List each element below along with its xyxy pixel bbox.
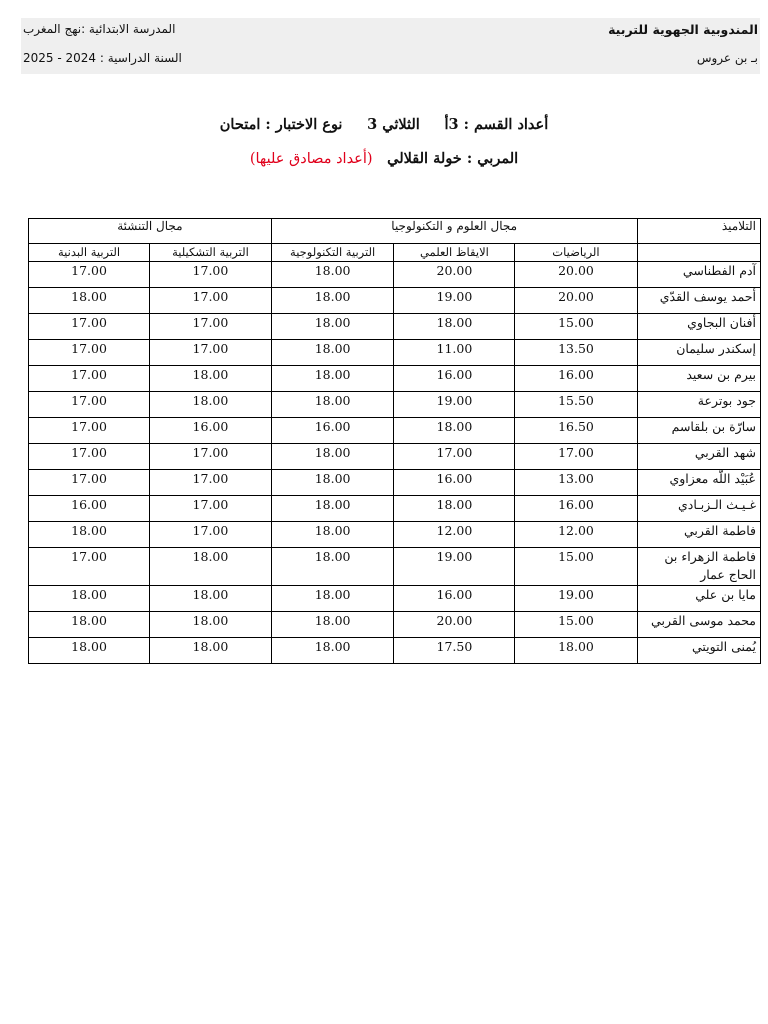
grade-cell: 15.00 — [515, 314, 637, 340]
grade-cell: 17.00 — [29, 314, 150, 340]
grade-cell: 18.00 — [29, 586, 150, 612]
school-name: المدرسة الابتدائية :نهج المغرب — [23, 22, 176, 36]
grade-cell: 19.00 — [394, 548, 515, 586]
table-row — [29, 470, 761, 496]
grade-cell: 18.00 — [394, 496, 515, 522]
grade-cell: 19.00 — [394, 392, 515, 418]
table-row — [29, 586, 761, 612]
grade-cell: 18.00 — [271, 522, 394, 548]
grade-cell: 18.00 — [150, 612, 272, 638]
student-name: فاطمة القربي — [637, 522, 760, 548]
grade-cell: 16.00 — [394, 366, 515, 392]
grade-cell: 11.00 — [394, 340, 515, 366]
table-row — [29, 444, 761, 470]
table-row — [29, 366, 761, 392]
grade-cell: 18.00 — [271, 470, 394, 496]
grade-cell: 20.00 — [515, 262, 637, 288]
school-year: السنة الدراسية : 2024 - 2025 — [23, 51, 182, 65]
student-name: بيرم بن سعيد — [637, 366, 760, 392]
grade-cell: 18.00 — [29, 522, 150, 548]
grade-cell: 20.00 — [515, 288, 637, 314]
grade-cell: 17.00 — [150, 470, 272, 496]
student-name: إسكندر سليمان — [637, 340, 760, 366]
grade-cell: 15.50 — [515, 392, 637, 418]
table-header-subjects — [29, 244, 761, 262]
student-name: غـيـث الـزبـادي — [637, 496, 760, 522]
subject-header: التربية التشكيلية — [150, 244, 272, 262]
grade-cell: 18.00 — [29, 612, 150, 638]
student-name: آدم الفطناسي — [637, 262, 760, 288]
grade-cell: 16.50 — [515, 418, 637, 444]
grade-cell: 17.00 — [394, 444, 515, 470]
grade-cell: 18.00 — [271, 262, 394, 288]
grade-cell: 19.00 — [394, 288, 515, 314]
grade-cell: 18.00 — [271, 548, 394, 586]
grade-cell: 18.00 — [394, 418, 515, 444]
student-name: محمد موسى القربي — [637, 612, 760, 638]
grade-cell: 18.00 — [271, 340, 394, 366]
grade-cell: 18.00 — [29, 288, 150, 314]
grade-cell: 16.00 — [150, 418, 272, 444]
grade-cell: 17.00 — [29, 262, 150, 288]
table-row — [29, 340, 761, 366]
grade-cell: 15.00 — [515, 548, 637, 586]
grades-table — [28, 218, 761, 664]
grade-cell: 16.00 — [29, 496, 150, 522]
grade-cell: 18.00 — [271, 366, 394, 392]
grade-cell: 18.00 — [271, 496, 394, 522]
table-row — [29, 522, 761, 548]
grade-cell: 18.00 — [271, 314, 394, 340]
grade-cell: 18.00 — [150, 548, 272, 586]
grade-cell: 18.00 — [271, 392, 394, 418]
subject-header: الايقاظ العلمي — [394, 244, 515, 262]
grade-cell: 15.00 — [515, 612, 637, 638]
grade-cell: 13.00 — [515, 470, 637, 496]
subject-header: التربية التكنولوجية — [271, 244, 394, 262]
teacher-label: المربي : خولة القلالي — [387, 150, 519, 167]
grade-cell: 17.00 — [29, 418, 150, 444]
grade-cell: 18.00 — [271, 444, 394, 470]
grade-cell: 18.00 — [150, 366, 272, 392]
subject-header: التربية البدنية — [29, 244, 150, 262]
grade-cell: 17.00 — [515, 444, 637, 470]
table-row — [29, 638, 761, 664]
grade-cell: 13.50 — [515, 340, 637, 366]
table-row — [29, 548, 761, 586]
grade-cell: 17.00 — [29, 340, 150, 366]
grade-cell: 20.00 — [394, 262, 515, 288]
ministry-name: المندوبية الجهوية للتربية — [608, 22, 758, 37]
student-name: فاطمة الزهراء بن الحاج عمار — [637, 548, 760, 586]
header-band — [21, 18, 760, 74]
grade-cell: 18.00 — [271, 612, 394, 638]
grade-cell: 16.00 — [394, 586, 515, 612]
grade-cell: 17.00 — [29, 548, 150, 586]
student-name: يُمنى التويتي — [637, 638, 760, 664]
grade-cell: 16.00 — [394, 470, 515, 496]
grade-cell: 18.00 — [271, 638, 394, 664]
student-name: أحمد يوسف القدّي — [637, 288, 760, 314]
student-name: شهد القربي — [637, 444, 760, 470]
region-name: بـ بن عروس — [696, 51, 758, 65]
grade-cell: 17.50 — [394, 638, 515, 664]
table-row — [29, 418, 761, 444]
grade-cell: 18.00 — [150, 638, 272, 664]
grade-cell: 18.00 — [29, 638, 150, 664]
table-row — [29, 288, 761, 314]
table-header-domains — [29, 219, 761, 244]
grade-cell: 17.00 — [29, 392, 150, 418]
empty-header-cell — [637, 244, 760, 262]
grade-cell: 12.00 — [394, 522, 515, 548]
table-row — [29, 392, 761, 418]
grade-cell: 17.00 — [150, 262, 272, 288]
grade-cell: 19.00 — [515, 586, 637, 612]
table-row — [29, 314, 761, 340]
grade-cell: 17.00 — [150, 340, 272, 366]
table-row — [29, 262, 761, 288]
test-type-label: نوع الاختبار : امتحان — [219, 116, 343, 133]
grade-cell: 18.00 — [150, 586, 272, 612]
table-row — [29, 496, 761, 522]
subject-header: الرياضيات — [515, 244, 637, 262]
grade-cell: 17.00 — [150, 522, 272, 548]
grade-cell: 18.00 — [150, 392, 272, 418]
grade-cell: 20.00 — [394, 612, 515, 638]
table-row — [29, 612, 761, 638]
grade-cell: 18.00 — [271, 586, 394, 612]
student-name: سارّة بن بلقاسم — [637, 418, 760, 444]
students-header: التلاميذ — [637, 219, 760, 244]
domain-science-header: مجال العلوم و التكنولوجيا — [271, 219, 637, 244]
teacher-line — [0, 150, 768, 167]
grade-cell: 17.00 — [150, 314, 272, 340]
grade-cell: 17.00 — [150, 288, 272, 314]
grade-cell: 18.00 — [515, 638, 637, 664]
grade-cell: 16.00 — [515, 366, 637, 392]
grade-cell: 17.00 — [29, 470, 150, 496]
grade-cell: 17.00 — [29, 444, 150, 470]
status-label: (أعداد مصادق عليها) — [249, 151, 373, 167]
student-name: مايا بن علي — [637, 586, 760, 612]
student-name: عُبَيْد اللّه معزاوي — [637, 470, 760, 496]
grade-cell: 17.00 — [29, 366, 150, 392]
exam-info-line — [0, 116, 768, 133]
class-label: أعداد القسم : 3أ — [444, 116, 549, 133]
grade-cell: 18.00 — [394, 314, 515, 340]
grade-cell: 12.00 — [515, 522, 637, 548]
term-label: الثلاثي 3 — [367, 116, 420, 133]
grade-cell: 16.00 — [271, 418, 394, 444]
grade-cell: 16.00 — [515, 496, 637, 522]
student-name: أفنان البجاوي — [637, 314, 760, 340]
grade-cell: 17.00 — [150, 444, 272, 470]
grade-cell: 18.00 — [271, 288, 394, 314]
domain-socialization-header: مجال التنشئة — [29, 219, 272, 244]
student-name: جود بوترعة — [637, 392, 760, 418]
grade-cell: 17.00 — [150, 496, 272, 522]
